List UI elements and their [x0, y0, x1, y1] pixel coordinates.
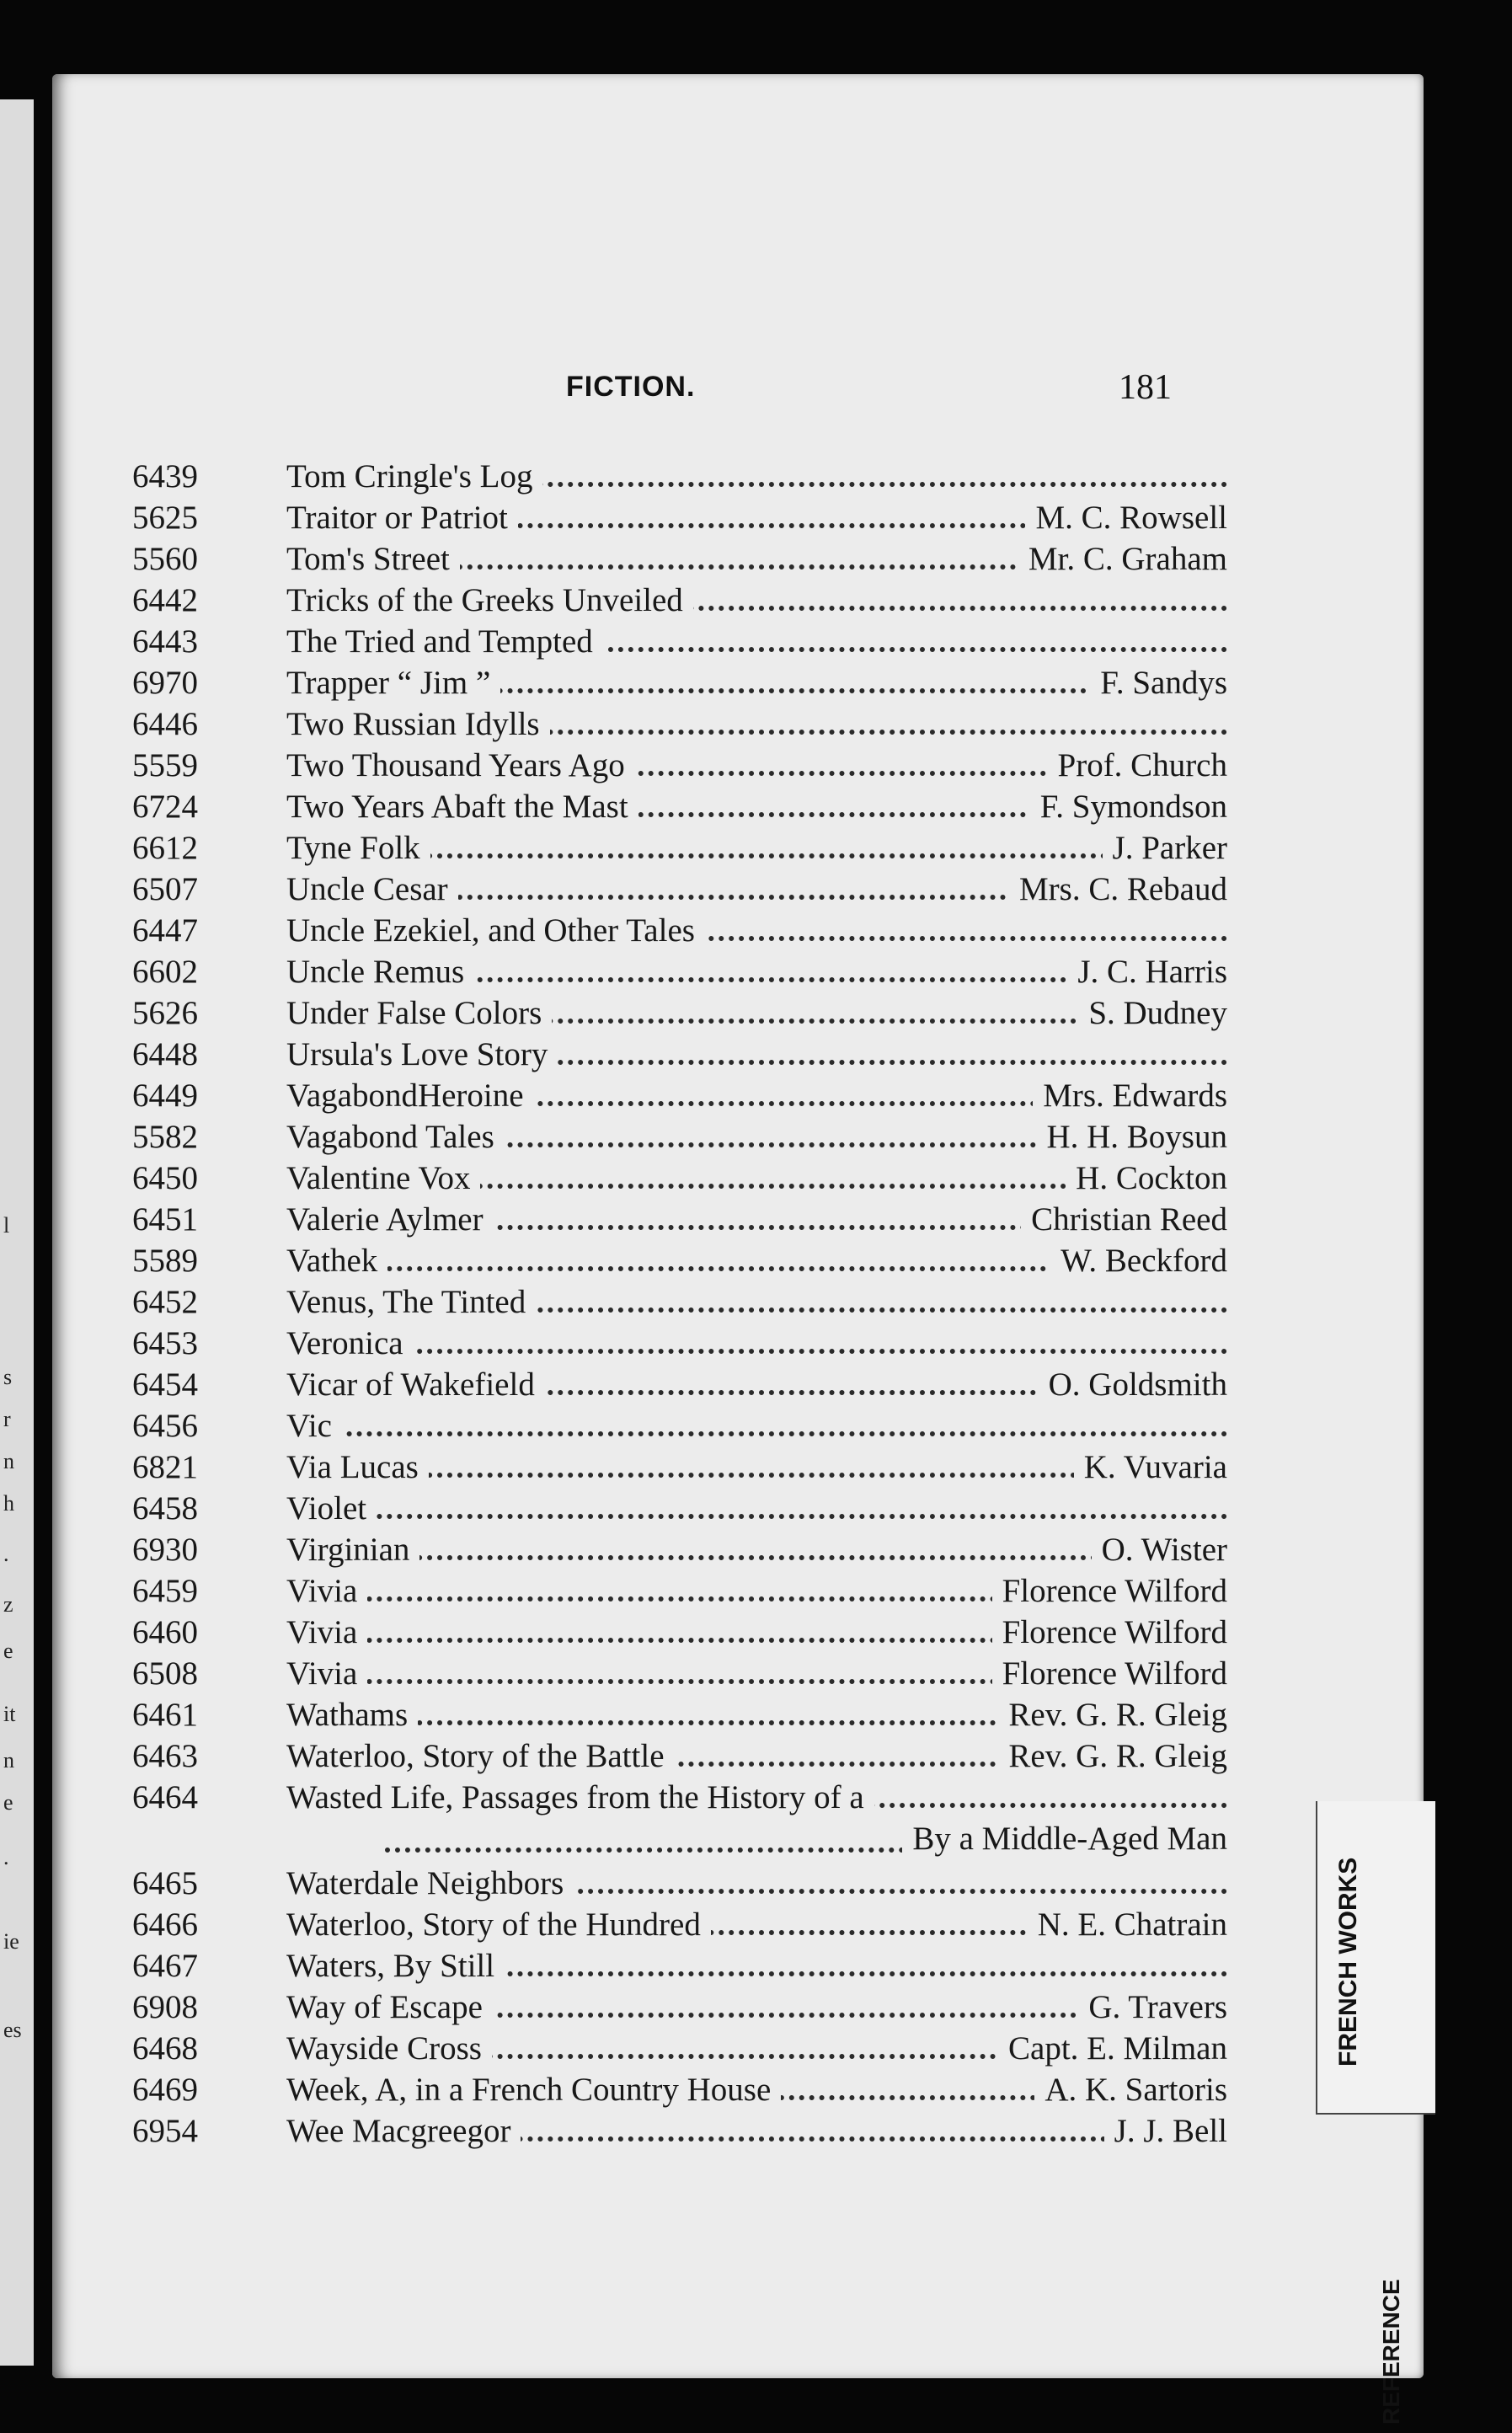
entry-title: Tom Cringle's Log [286, 458, 542, 495]
entry-title-wrap [286, 1947, 505, 1985]
entry-number: 6469 [132, 2072, 198, 2108]
entry-number: 6821 [132, 1449, 198, 1485]
catalog-entry [132, 829, 1227, 870]
entry-title: Veronica [286, 1325, 414, 1361]
entry-number: 6612 [132, 830, 198, 866]
entry-number: 6461 [132, 1697, 198, 1733]
catalog-entry [132, 540, 1227, 581]
entry-title: Tricks of the Greeks Unveiled [286, 582, 693, 618]
entry-author: J. J. Bell [1104, 2112, 1227, 2150]
entry-number: 5582 [132, 1119, 198, 1155]
entry-title-wrap [286, 1407, 342, 1445]
entry-author: Florence Wilford [992, 1613, 1227, 1651]
entry-title: Uncle Cesar [286, 871, 458, 907]
catalog-entry [132, 1283, 1227, 1324]
entry-title: Vic [286, 1408, 342, 1444]
entry-number: 6450 [132, 1160, 198, 1196]
catalog-entry [132, 1407, 1227, 1448]
entry-author: J. C. Harris [1067, 953, 1227, 991]
entry-title-wrap [286, 2029, 492, 2067]
entry-title: Valerie Aylmer [286, 1201, 494, 1238]
entry-title: Wasted Life, Passages from the History of a [286, 1779, 874, 1815]
margin-fragment: . [3, 1845, 9, 1869]
entry-number: 6954 [132, 2113, 198, 2149]
entry-number: 6453 [132, 1325, 198, 1361]
entry-title: Wee Macgreegor [286, 2113, 521, 2149]
catalog-entry [132, 1531, 1227, 1572]
entry-title-wrap [286, 870, 458, 908]
entry-title: Uncle Remus [286, 954, 474, 990]
catalog-entry [132, 581, 1227, 623]
margin-fragment: s [3, 1365, 13, 1389]
french-works-tab[interactable] [1316, 1801, 1435, 2115]
entry-author: J. Parker [1103, 829, 1227, 867]
catalog-entry [132, 1489, 1227, 1531]
entry-author: Mr. C. Graham [1018, 540, 1227, 578]
entry-number: 6930 [132, 1532, 198, 1568]
entry-title: Two Years Abaft the Mast [286, 789, 638, 825]
entry-number: 6468 [132, 2030, 198, 2067]
margin-fragment: r [3, 1407, 11, 1431]
entry-title-wrap [286, 1448, 429, 1486]
entry-number: 6466 [132, 1906, 198, 1943]
entry-author: Capt. E. Milman [998, 2029, 1227, 2067]
entry-title: Waterdale Neighbors [286, 1865, 574, 1901]
catalog-entry [132, 870, 1227, 912]
entry-number: 6442 [132, 582, 198, 618]
entry-author: A. K. Sartoris [1034, 2071, 1227, 2109]
entry-author: M. C. Rowsell [1025, 499, 1227, 537]
entry-number: 6970 [132, 665, 198, 701]
entry-author: N. E. Chatrain [1028, 1906, 1227, 1944]
entry-number: 6456 [132, 1408, 198, 1444]
catalog-entry [132, 1159, 1227, 1200]
entry-author: Mrs. C. Rebaud [1009, 870, 1227, 908]
entry-title-wrap [286, 1531, 419, 1569]
margin-fragment: n [3, 1449, 14, 1473]
entry-title: Two Thousand Years Ago [286, 747, 635, 783]
section-title: FICTION. [566, 371, 696, 403]
entry-number: 6465 [132, 1865, 198, 1901]
catalog-entry [132, 1242, 1227, 1283]
entry-number: 6448 [132, 1036, 198, 1072]
entry-title: Vivia [286, 1573, 367, 1609]
margin-fragment: n [3, 1748, 14, 1773]
catalog-entry [132, 2029, 1227, 2071]
entry-author: H. H. Boysun [1036, 1118, 1227, 1156]
entry-title-wrap [286, 1283, 536, 1321]
entry-title-wrap [286, 953, 474, 991]
adjacent-page-fragments [0, 0, 34, 2401]
catalog-entry [132, 705, 1227, 746]
catalog-entry [132, 1988, 1227, 2029]
entry-title-wrap [286, 2071, 781, 2109]
entry-author: Christian Reed [1021, 1200, 1227, 1238]
entry-title-wrap [286, 705, 550, 743]
catalog-entry [132, 788, 1227, 829]
entry-number: 6451 [132, 1201, 198, 1238]
entry-title-wrap [286, 1200, 494, 1238]
catalog-entry [132, 1655, 1227, 1696]
entry-title: Waters, By Still [286, 1948, 505, 1984]
margin-fragment: es [3, 2018, 22, 2042]
margin-fragment: ie [3, 1929, 19, 1954]
entry-title: Under False Colors [286, 995, 552, 1031]
entry-author: G. Travers [1078, 1988, 1227, 2026]
entry-number: 6449 [132, 1077, 198, 1114]
entry-title: Tom's Street [286, 541, 460, 577]
entry-title-wrap [286, 788, 638, 826]
entry-title: The Tried and Tempted [286, 623, 603, 660]
entry-author: Prof. Church [1048, 746, 1227, 784]
catalog-entry [132, 457, 1227, 499]
catalog-entry [132, 994, 1227, 1035]
entry-title: Trapper “ Jim ” [286, 665, 500, 701]
entry-author: Rev. G. R. Gleig [998, 1696, 1227, 1734]
entry-author: Rev. G. R. Gleig [998, 1737, 1227, 1775]
catalog-entry [132, 2112, 1227, 2153]
entry-title-wrap [286, 1696, 418, 1734]
catalog-entry [132, 664, 1227, 705]
entry-title-wrap [286, 912, 705, 949]
catalog-entry [132, 1778, 1227, 1820]
entry-title: Wayside Cross [286, 2030, 492, 2067]
dot-leader [286, 1431, 1227, 1436]
entry-number: 6463 [132, 1738, 198, 1774]
margin-fragment: z [3, 1592, 13, 1617]
entry-number: 6452 [132, 1284, 198, 1320]
entry-title-wrap [286, 664, 500, 702]
entry-title-wrap [286, 994, 552, 1032]
entry-title: Venus, The Tinted [286, 1284, 536, 1320]
entry-title: Waterloo, Story of the Hundred [286, 1906, 711, 1943]
catalog-entry [132, 2071, 1227, 2112]
entry-number: 6467 [132, 1948, 198, 1984]
entry-title-wrap [286, 1242, 387, 1280]
dot-leader [286, 1514, 1227, 1519]
entry-author: K. Vuvaria [1074, 1448, 1227, 1486]
entry-title-wrap [286, 1864, 574, 1902]
entry-title-wrap [286, 623, 603, 660]
entry-number: 6446 [132, 706, 198, 742]
entry-title-wrap [286, 1118, 505, 1156]
margin-fragment: l [3, 1213, 10, 1238]
margin-fragment: h [3, 1491, 14, 1516]
margin-fragment: . [3, 1542, 9, 1566]
catalog-entry [132, 1118, 1227, 1159]
page-header [52, 368, 1424, 413]
entry-number: 5625 [132, 500, 198, 536]
book-page [52, 74, 1424, 2425]
entry-title: Ursula's Love Story [286, 1036, 558, 1072]
entry-title-wrap [286, 1159, 480, 1197]
entry-number: 5559 [132, 747, 198, 783]
catalog-entry [132, 499, 1227, 540]
entry-title: Via Lucas [286, 1449, 429, 1485]
catalog-entry [132, 1200, 1227, 1242]
entry-author: Florence Wilford [992, 1655, 1227, 1692]
entry-title: Valentine Vox [286, 1160, 480, 1196]
entry-title: Wathams [286, 1697, 418, 1733]
entry-title-wrap [286, 1988, 493, 2026]
entry-title-wrap [286, 1572, 367, 1610]
entry-author: O. Goldsmith [1039, 1366, 1227, 1404]
entry-title-wrap [286, 829, 430, 867]
entry-number: 6908 [132, 1989, 198, 2025]
margin-fragment: it [3, 1702, 16, 1726]
catalog-entry [132, 1324, 1227, 1366]
catalog-entry [132, 1864, 1227, 1906]
margin-fragment: e [3, 1639, 13, 1663]
reference-label: REFERENCE [1378, 2279, 1404, 2425]
catalog-entry [132, 1448, 1227, 1489]
entry-title-wrap [286, 1489, 377, 1527]
entry-number: 6447 [132, 912, 198, 949]
entry-title: Vagabond Tales [286, 1119, 505, 1155]
entry-author: O. Wister [1092, 1531, 1227, 1569]
entry-title: Waterloo, Story of the Battle [286, 1738, 675, 1774]
entry-title-wrap [286, 499, 518, 537]
entry-title: Vicar of Wakefield [286, 1366, 545, 1403]
catalog-entry [132, 1035, 1227, 1077]
entry-title-wrap [286, 1366, 545, 1404]
entry-title-wrap [286, 746, 635, 784]
entry-title-wrap [286, 1737, 675, 1775]
catalog-entry [132, 623, 1227, 664]
entry-title: Two Russian Idylls [286, 706, 550, 742]
entry-author: H. Cockton [1066, 1159, 1227, 1197]
catalog-entry [132, 1737, 1227, 1778]
entry-title-wrap [286, 1035, 558, 1073]
entry-number: 5589 [132, 1243, 198, 1279]
entry-number: 6507 [132, 871, 198, 907]
entry-author: By a Middle-Aged Man [902, 1820, 1227, 1858]
entry-title-wrap [286, 581, 693, 619]
entry-number: 6464 [132, 1779, 198, 1815]
catalog-entry [132, 1947, 1227, 1988]
dot-leader [286, 1555, 1227, 1560]
entry-title-wrap [286, 1613, 367, 1651]
fiction-entry-list [132, 457, 1227, 2153]
entry-author: F. Symondson [1030, 788, 1227, 826]
entry-title: Tyne Folk [286, 830, 430, 866]
entry-author: Florence Wilford [992, 1572, 1227, 1610]
entry-title: Uncle Ezekiel, and Other Tales [286, 912, 705, 949]
entry-title: Traitor or Patriot [286, 500, 518, 536]
entry-title-wrap [286, 457, 542, 495]
entry-title: VagabondHeroine [286, 1077, 534, 1114]
entry-title: Vathek [286, 1243, 387, 1279]
dot-leader [286, 1349, 1227, 1354]
entry-number: 6460 [132, 1614, 198, 1650]
page-number: 181 [1119, 368, 1172, 407]
entry-number: 5626 [132, 995, 198, 1031]
catalog-entry [132, 1696, 1227, 1737]
entry-author: S. Dudney [1078, 994, 1227, 1032]
catalog-entry [132, 1906, 1227, 1947]
entry-number: 6439 [132, 458, 198, 495]
entry-author: F. Sandys [1090, 664, 1227, 702]
catalog-entry [132, 953, 1227, 994]
catalog-entry [132, 1572, 1227, 1613]
entry-title: Violet [286, 1490, 377, 1527]
catalog-entry [132, 1613, 1227, 1655]
entry-title: Vivia [286, 1614, 367, 1650]
entry-number: 6602 [132, 954, 198, 990]
catalog-entry [132, 1366, 1227, 1407]
catalog-entry [132, 1820, 1227, 1864]
entry-title: Vivia [286, 1655, 367, 1692]
catalog-entry [132, 912, 1227, 953]
entry-title: Week, A, in a French Country House [286, 2072, 781, 2108]
entry-title-wrap [286, 540, 460, 578]
entry-title: Way of Escape [286, 1989, 493, 2025]
entry-number: 5560 [132, 541, 198, 577]
entry-author: W. Beckford [1050, 1242, 1227, 1280]
entry-number: 6724 [132, 789, 198, 825]
entry-author: Mrs. Edwards [1033, 1077, 1227, 1115]
entry-title-wrap [286, 1778, 874, 1816]
entry-number: 6454 [132, 1366, 198, 1403]
entry-title-wrap [286, 2112, 521, 2150]
margin-fragment: e [3, 1790, 13, 1815]
entry-number: 6443 [132, 623, 198, 660]
entry-title-wrap [286, 1077, 534, 1115]
french-works-label: FRENCH WORKS [1334, 1857, 1362, 2067]
reference-tab[interactable] [1366, 2130, 1459, 2433]
catalog-entry [132, 746, 1227, 788]
entry-number: 6458 [132, 1490, 198, 1527]
entry-title: Virginian [286, 1532, 419, 1568]
entry-title-wrap [286, 1324, 414, 1362]
entry-number: 6459 [132, 1573, 198, 1609]
catalog-entry [132, 1077, 1227, 1118]
entry-number: 6508 [132, 1655, 198, 1692]
entry-title-wrap [286, 1906, 711, 1944]
entry-title-wrap [286, 1655, 367, 1692]
